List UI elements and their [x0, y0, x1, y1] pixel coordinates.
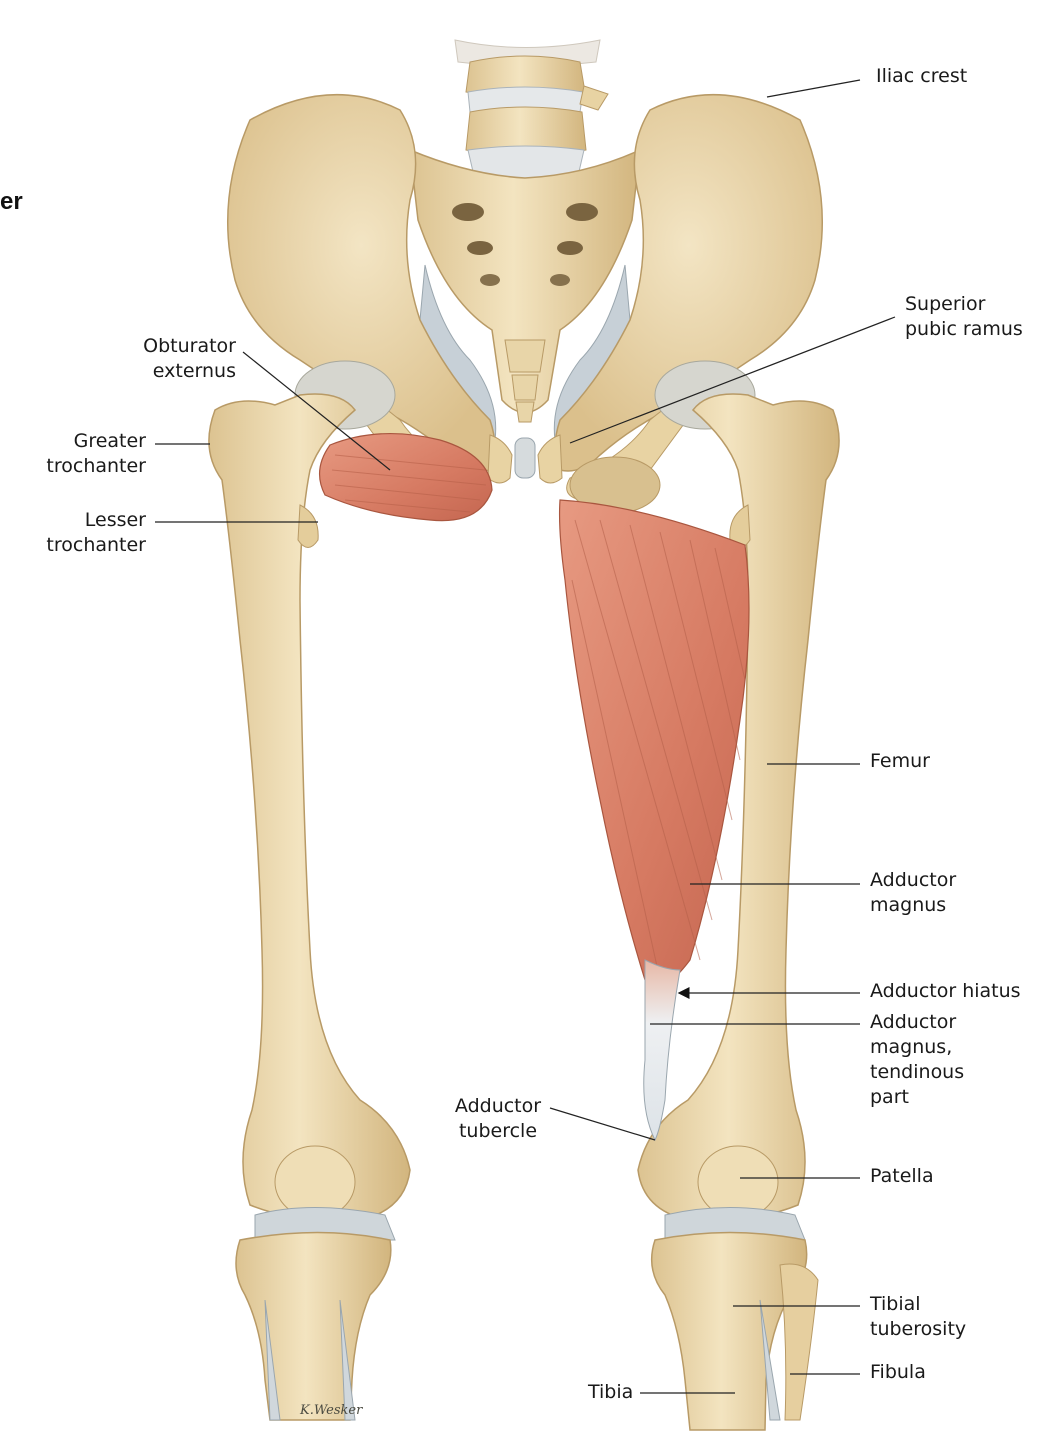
artist-signature: K.Wesker: [300, 1403, 363, 1418]
left-leg: [236, 1208, 395, 1421]
cut-off-heading: er: [0, 188, 23, 215]
label-tibia: Tibia: [588, 1381, 634, 1403]
label-greater-trochanter: Greater trochanter: [46, 430, 146, 477]
leader-adductor-tubercle: [550, 1108, 655, 1140]
label-obturator-externus: Obturator externus: [143, 335, 236, 382]
label-superior-pubic-ramus: Superior pubic ramus: [905, 293, 1023, 340]
label-patella: Patella: [870, 1165, 934, 1187]
lumbar-spine: [455, 40, 608, 182]
leader-iliac-crest: [767, 80, 860, 97]
pubic-symphysis: [488, 435, 562, 483]
label-adductor-hiatus: Adductor hiatus: [870, 980, 1021, 1002]
label-adductor-magnus: Adductor magnus: [870, 869, 957, 916]
label-tibial-tuberosity: Tibial tuberosity: [870, 1293, 967, 1340]
label-adductor-tubercle: Adductor tubercle: [454, 1095, 542, 1142]
label-femur: Femur: [870, 750, 930, 772]
label-lesser-trochanter: Lesser trochanter: [46, 509, 146, 556]
right-leg: [652, 1208, 818, 1431]
label-fibula: Fibula: [870, 1361, 926, 1383]
label-adductor-magnus-tendinous: Adductor magnus, tendinous part: [870, 1011, 965, 1108]
label-iliac-crest: Iliac crest: [876, 65, 968, 87]
